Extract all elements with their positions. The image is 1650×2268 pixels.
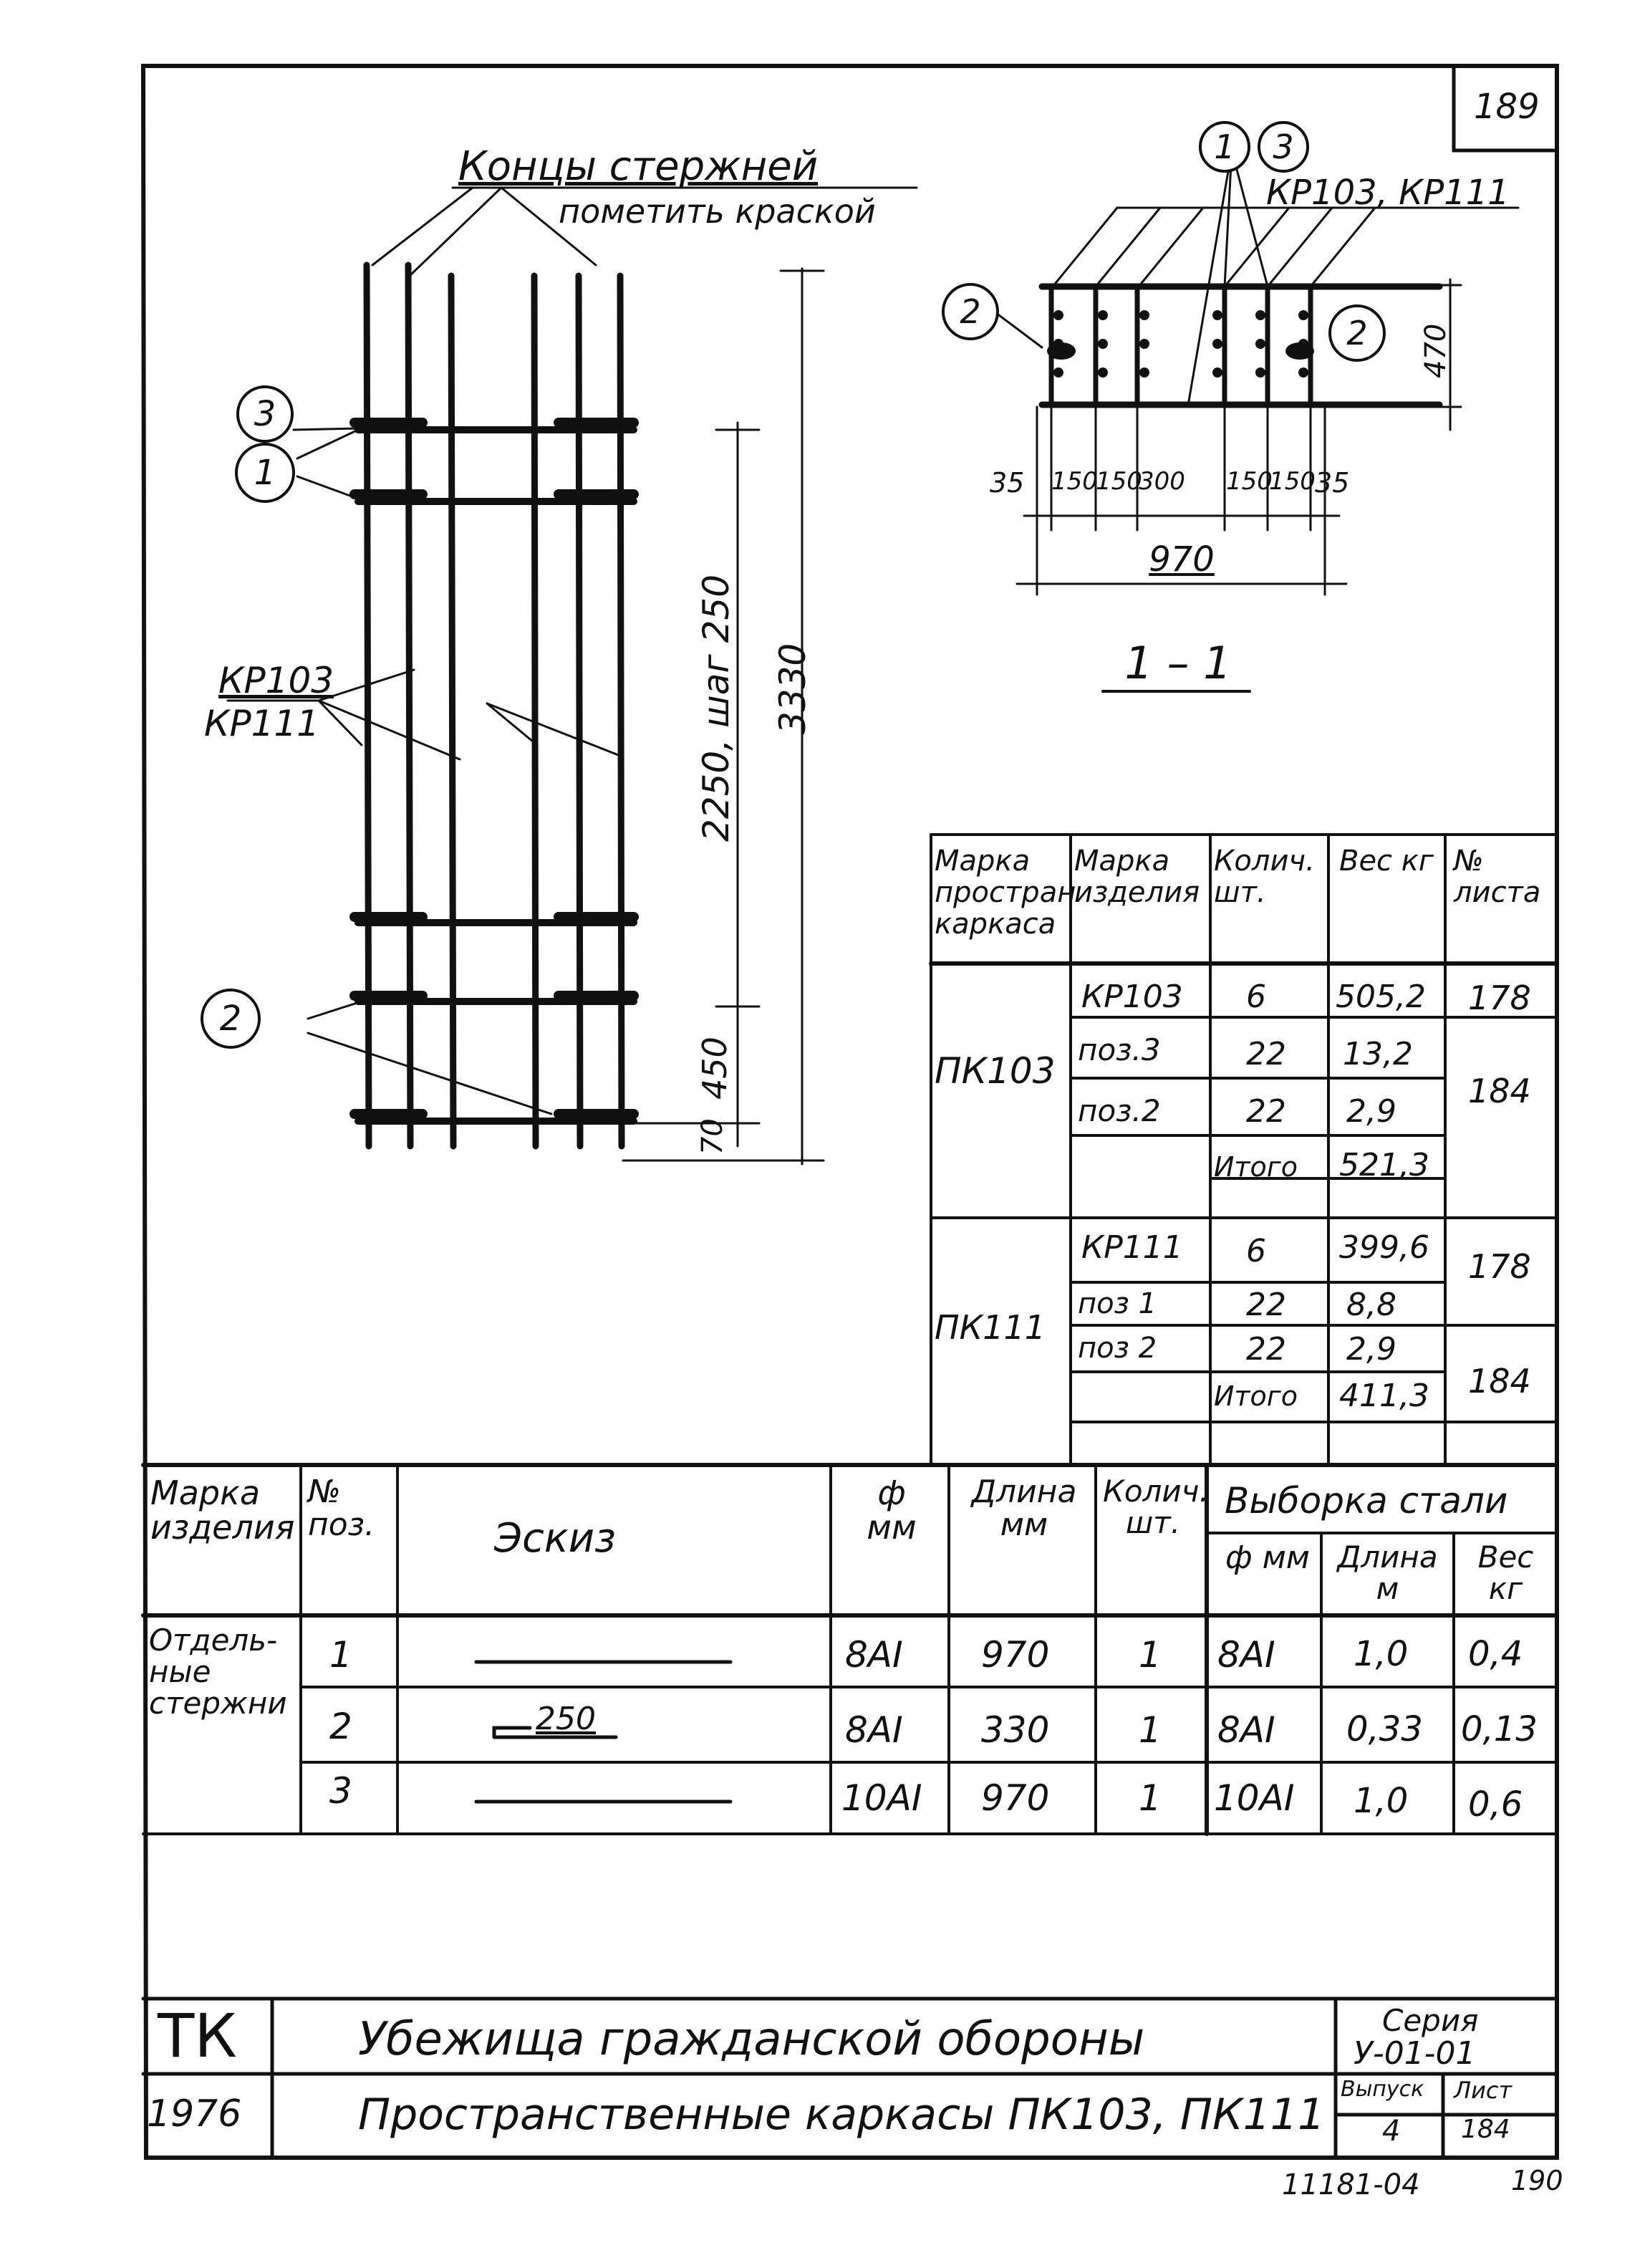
section-dim-3: 300 [1139,467,1185,496]
title-tk: ТК [158,2001,237,2071]
title-series-label: Серия [1382,2003,1479,2038]
spec-r1-dia: 8AI [845,1709,903,1751]
asm-g0-r2-qty: 22 [1246,1093,1286,1130]
asm-g0-sheet-0: 178 [1468,979,1531,1017]
spec-r0-dia: 8AI [845,1634,903,1676]
elevation-marker-leaders [228,428,620,1114]
asm-g0-r3-weight: 521,3 [1339,1147,1429,1183]
asm-g0-r1-qty: 22 [1246,1036,1286,1072]
spec-r2-sdia: 10AI [1214,1777,1295,1819]
section-dim-1: 150 [1051,467,1098,496]
section-dim-4: 150 [1226,467,1273,496]
spec-r0-sdia: 8AI [1217,1634,1275,1676]
asm-group-0-mark: ПК103 [935,1050,1056,1092]
elevation-marker-3: 3 [254,394,276,434]
title-series: У-01-01 [1354,2035,1476,2072]
asm-g0-r1-item: поз.3 [1078,1032,1161,1067]
section-marker-2-right: 2 [1346,314,1368,352]
spec-r0-qty: 1 [1139,1634,1162,1676]
asm-header-2: Колич. шт. [1214,845,1315,909]
title-line2: Пространственные каркасы ПК103, ПК111 [358,2090,1326,2140]
section-dimensions [1017,279,1461,595]
spec-h-len: Длина мм [971,1474,1077,1544]
spec-r0-slen: 1,0 [1354,1634,1409,1674]
spec-r2-qty: 1 [1139,1777,1162,1819]
spec-r2-sw: 0,6 [1468,1784,1523,1825]
title-issue-label: Выпуск [1341,2077,1424,2102]
spec-r2-pos: 3 [329,1770,352,1812]
asm-g1-r2-qty: 22 [1246,1331,1286,1368]
asm-g1-r1-item: поз 1 [1078,1287,1157,1320]
spec-r2-slen: 1,0 [1354,1781,1409,1821]
asm-g1-r0-weight: 399,6 [1339,1229,1429,1266]
asm-g1-r3-qty: Итого [1214,1380,1298,1412]
asm-g1-r2-weight: 2,9 [1346,1331,1396,1368]
section-dim-5: 150 [1269,467,1316,496]
spec-r1-sdia: 8AI [1217,1709,1275,1751]
spec-r1-sketch-label: 250 [536,1701,596,1737]
dim-70: 70 [696,1118,729,1155]
elevation-ties [354,423,634,1114]
asm-group-1-mark: ПК111 [935,1308,1046,1347]
sheet-number: 189 [1474,87,1540,127]
asm-header-0: Марка простран каркаса [935,845,1076,941]
asm-g0-sheet-1: 184 [1468,1072,1531,1110]
asm-g1-sheet-0: 178 [1468,1247,1531,1286]
section-dim-height: 470 [1419,323,1452,378]
bottom-note: 11181-04 [1282,2168,1420,2201]
spec-h-pos: № поз. [308,1474,375,1544]
asm-g0-r0-weight: 505,2 [1336,979,1426,1015]
section-dim-2: 150 [1096,467,1142,496]
title-line1: Убежища гражданской обороны [358,2013,1145,2066]
spec-h-steel-len: Длина м [1337,1539,1438,1607]
asm-g0-r2-item: поз.2 [1078,1093,1161,1128]
spec-r1-qty: 1 [1139,1709,1162,1751]
spec-r1-slen: 0,33 [1346,1709,1423,1749]
asm-g1-r1-weight: 8,8 [1346,1287,1396,1323]
callout-text-line2: пометить краской [559,192,876,231]
spec-r0-sw: 0,4 [1468,1634,1523,1674]
asm-g1-sheet-1: 184 [1468,1362,1531,1400]
section-marker-2-left: 2 [960,292,981,331]
section-dim-total: 970 [1149,539,1215,580]
section-marker-3: 3 [1273,128,1294,166]
elevation-marker-2: 2 [219,999,242,1039]
spec-mark: Отдель- ные стержни [149,1623,287,1721]
spec-h-dia: ф мм [867,1474,917,1547]
spec-h-steel-w: Вес кг [1477,1539,1534,1607]
asm-header-3: Вес кг [1339,845,1434,878]
spec-r1-len: 330 [981,1709,1050,1751]
dim-main-spacing: 2250, шаг 250 [695,574,737,842]
elevation-stirrups [358,430,634,1121]
asm-g1-r3-weight: 411,3 [1339,1378,1429,1414]
section-dim-0: 35 [990,467,1025,499]
asm-g0-r0-item: КР103 [1081,979,1183,1015]
spec-r0-pos: 1 [329,1634,352,1676]
title-sheet-label: Лист [1454,2077,1512,2104]
asm-g0-r0-qty: 6 [1246,979,1266,1015]
asm-g1-r2-item: поз 2 [1078,1332,1157,1365]
spec-r2-dia: 10AI [841,1777,922,1819]
title-year: 1976 [147,2092,242,2135]
section-label: КР103, КР111 [1266,173,1510,213]
asm-g0-r2-weight: 2,9 [1346,1093,1396,1130]
spec-h-mark: Марка изделия [150,1474,295,1547]
spec-r1-sw: 0,13 [1461,1709,1538,1749]
section-dim-6: 35 [1315,467,1350,499]
section-title: 1 – 1 [1124,637,1232,689]
callout-text-line1: Концы стержней [458,143,819,190]
asm-g1-r0-item: КР111 [1081,1229,1183,1266]
spec-r1-pos: 2 [329,1706,352,1747]
asm-header-1: Марка изделия [1074,845,1200,909]
asm-g0-r1-weight: 13,2 [1343,1036,1413,1072]
title-issue: 4 [1382,2115,1401,2148]
section-dots [1047,310,1314,378]
asm-g1-r1-qty: 22 [1246,1287,1286,1323]
dim-450: 450 [695,1037,734,1100]
label-kp111: КР111 [204,703,320,744]
bottom-note-2: 190 [1511,2165,1563,2196]
title-sheet: 184 [1461,2115,1510,2144]
spec-h-sketch: Эскиз [494,1515,616,1562]
spec-h-steel-dia: ф мм [1225,1539,1310,1576]
spec-h-steel: Выборка стали [1225,1480,1508,1522]
section-marker-1: 1 [1214,128,1235,166]
spec-r0-len: 970 [981,1634,1050,1676]
label-kp103: КР103 [218,660,334,701]
asm-header-4: № листа [1454,845,1541,909]
spec-r2-len: 970 [981,1777,1050,1819]
asm-g0-r3-qty: Итого [1214,1151,1298,1183]
elevation-marker-1: 1 [254,453,276,493]
spec-h-qty: Колич. шт. [1103,1474,1209,1541]
dim-total-height: 3330 [772,643,814,734]
section-bars [1051,287,1311,405]
asm-g1-r0-qty: 6 [1246,1233,1266,1269]
